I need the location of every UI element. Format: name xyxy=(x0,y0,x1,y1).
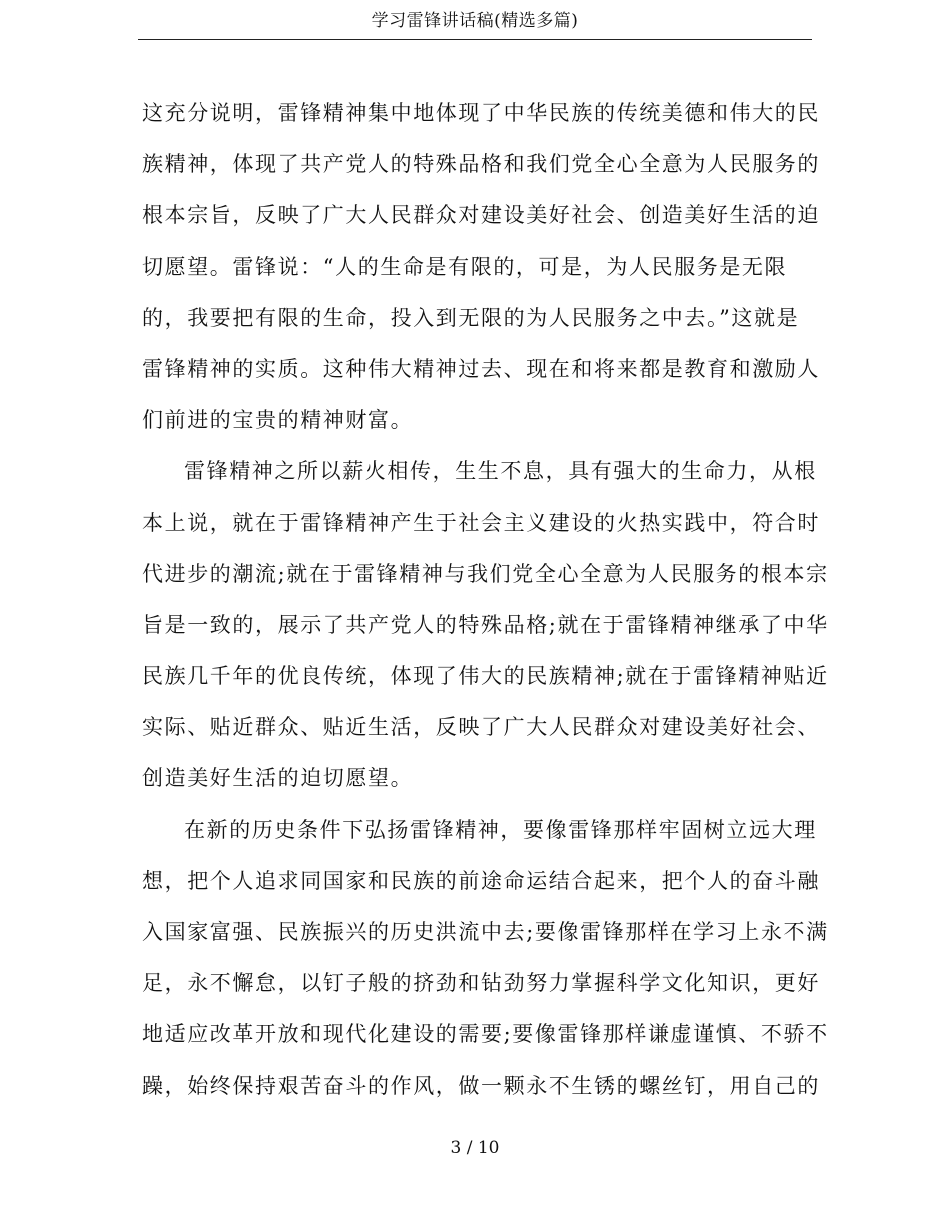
paragraph-1-line-6: 雷锋精神的实质。这种伟大精神过去、现在和将来都是教育和激励人 xyxy=(142,356,820,381)
paragraph-2-line-4: 旨是一致的，展示了共产党人的特殊品格;就在于雷锋精神继承了中华 xyxy=(142,612,829,637)
paragraph-2-line-2: 本上说，就在于雷锋精神产生于社会主义建设的火热实践中，符合时 xyxy=(142,510,820,535)
paragraph-3-line-4: 足，永不懈怠，以钉子般的挤劲和钻劲努力掌握科学文化知识，更好 xyxy=(142,971,820,996)
paragraph-3-line-5: 地适应改革开放和现代化建设的需要;要像雷锋那样谦虚谨慎、不骄不 xyxy=(142,1022,829,1047)
page-header-title: 学习雷锋讲话稿(精选多篇) xyxy=(371,11,579,31)
paragraph-2-line-7: 创造美好生活的迫切愿望。 xyxy=(142,766,414,791)
paragraph-2-line-3: 代进步的潮流;就在于雷锋精神与我们党全心全意为人民服务的根本宗 xyxy=(142,561,829,586)
paragraph-1-line-7: 们前进的宝贵的精神财富。 xyxy=(142,408,414,433)
paragraph-2-line-1: 雷锋精神之所以薪火相传，生生不息，具有强大的生命力，从根 xyxy=(184,459,817,484)
paragraph-1-line-1: 这充分说明，雷锋精神集中地体现了中华民族的传统美德和伟大的民 xyxy=(142,101,820,125)
header-divider xyxy=(138,39,812,40)
paragraph-1-line-5: 的，我要把有限的生命，投入到无限的为人民服务之中去。”这就是 xyxy=(142,305,800,330)
page-number: 3 / 10 xyxy=(450,1138,500,1158)
paragraph-1-line-2: 族精神，体现了共产党人的特殊品格和我们党全心全意为人民服务的 xyxy=(142,152,820,177)
paragraph-3-line-3: 入国家富强、民族振兴的历史洪流中去;要像雷锋那样在学习上永不满 xyxy=(142,920,829,944)
paragraph-2-line-6: 实际、贴近群众、贴近生活，反映了广大人民群众对建设美好社会、 xyxy=(142,715,820,740)
paragraph-3-line-2: 想，把个人追求同国家和民族的前途命运结合起来，把个人的奋斗融 xyxy=(142,868,820,893)
paragraph-3-line-6: 躁，始终保持艰苦奋斗的作风，做一颗永不生锈的螺丝钉，用自己的 xyxy=(142,1073,820,1098)
paragraph-3-line-1: 在新的历史条件下弘扬雷锋精神，要像雷锋那样牢固树立远大理 xyxy=(184,817,817,842)
paragraph-1-line-4: 切愿望。雷锋说：“人的生命是有限的，可是，为人民服务是无限 xyxy=(142,254,788,279)
paragraph-2-line-5: 民族几千年的优良传统，体现了伟大的民族精神;就在于雷锋精神贴近 xyxy=(142,664,829,689)
document-body xyxy=(142,88,829,1112)
paragraph-1-line-3: 根本宗旨，反映了广大人民群众对建设美好社会、创造美好生活的迫 xyxy=(142,203,820,228)
